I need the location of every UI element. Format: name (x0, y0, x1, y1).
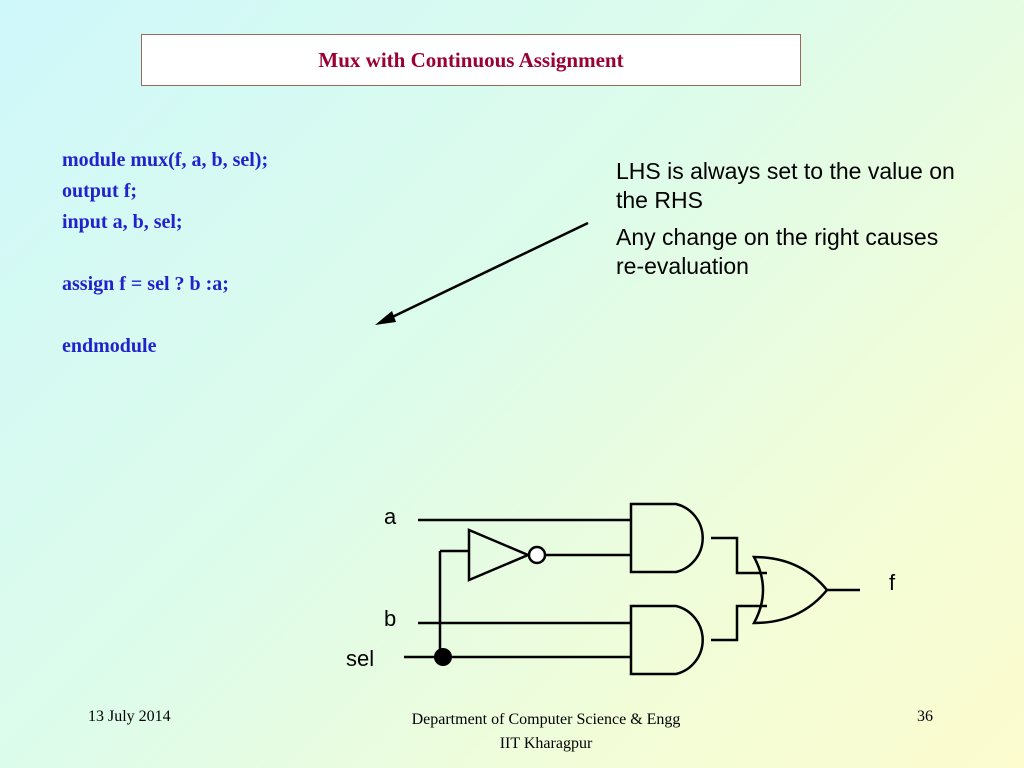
code-line: module mux(f, a, b, sel); (62, 149, 269, 171)
slide-title: Mux with Continuous Assignment (318, 47, 624, 72)
junction-dot (434, 648, 452, 666)
and-gate-top (631, 504, 703, 572)
institute-name: IIT Kharagpur (499, 735, 593, 752)
footer-department (340, 708, 752, 756)
label-sel: sel (346, 646, 375, 671)
note-lhs-rhs: LHS is always set to the value on the RHS (616, 158, 955, 213)
note-reevaluation: Any change on the right causes re-evaluation (616, 224, 939, 279)
department-name: Department of Computer Science & Engg (411, 711, 681, 728)
mux-circuit-diagram (340, 495, 900, 685)
label-f: f (889, 570, 896, 595)
code-line: output f; (62, 180, 138, 202)
label-a: a (384, 504, 397, 529)
code-line: endmodule (62, 335, 157, 357)
not-gate (469, 530, 528, 580)
code-line: assign f = sel ? b :a; (62, 273, 229, 295)
label-b: b (384, 606, 397, 631)
code-line: input a, b, sel; (62, 211, 183, 233)
inversion-bubble (529, 547, 545, 563)
page-number: 36 (917, 708, 933, 725)
footer-date: 13 July 2014 (88, 708, 171, 725)
or-gate (754, 557, 827, 623)
and-gate-bottom (631, 606, 703, 674)
